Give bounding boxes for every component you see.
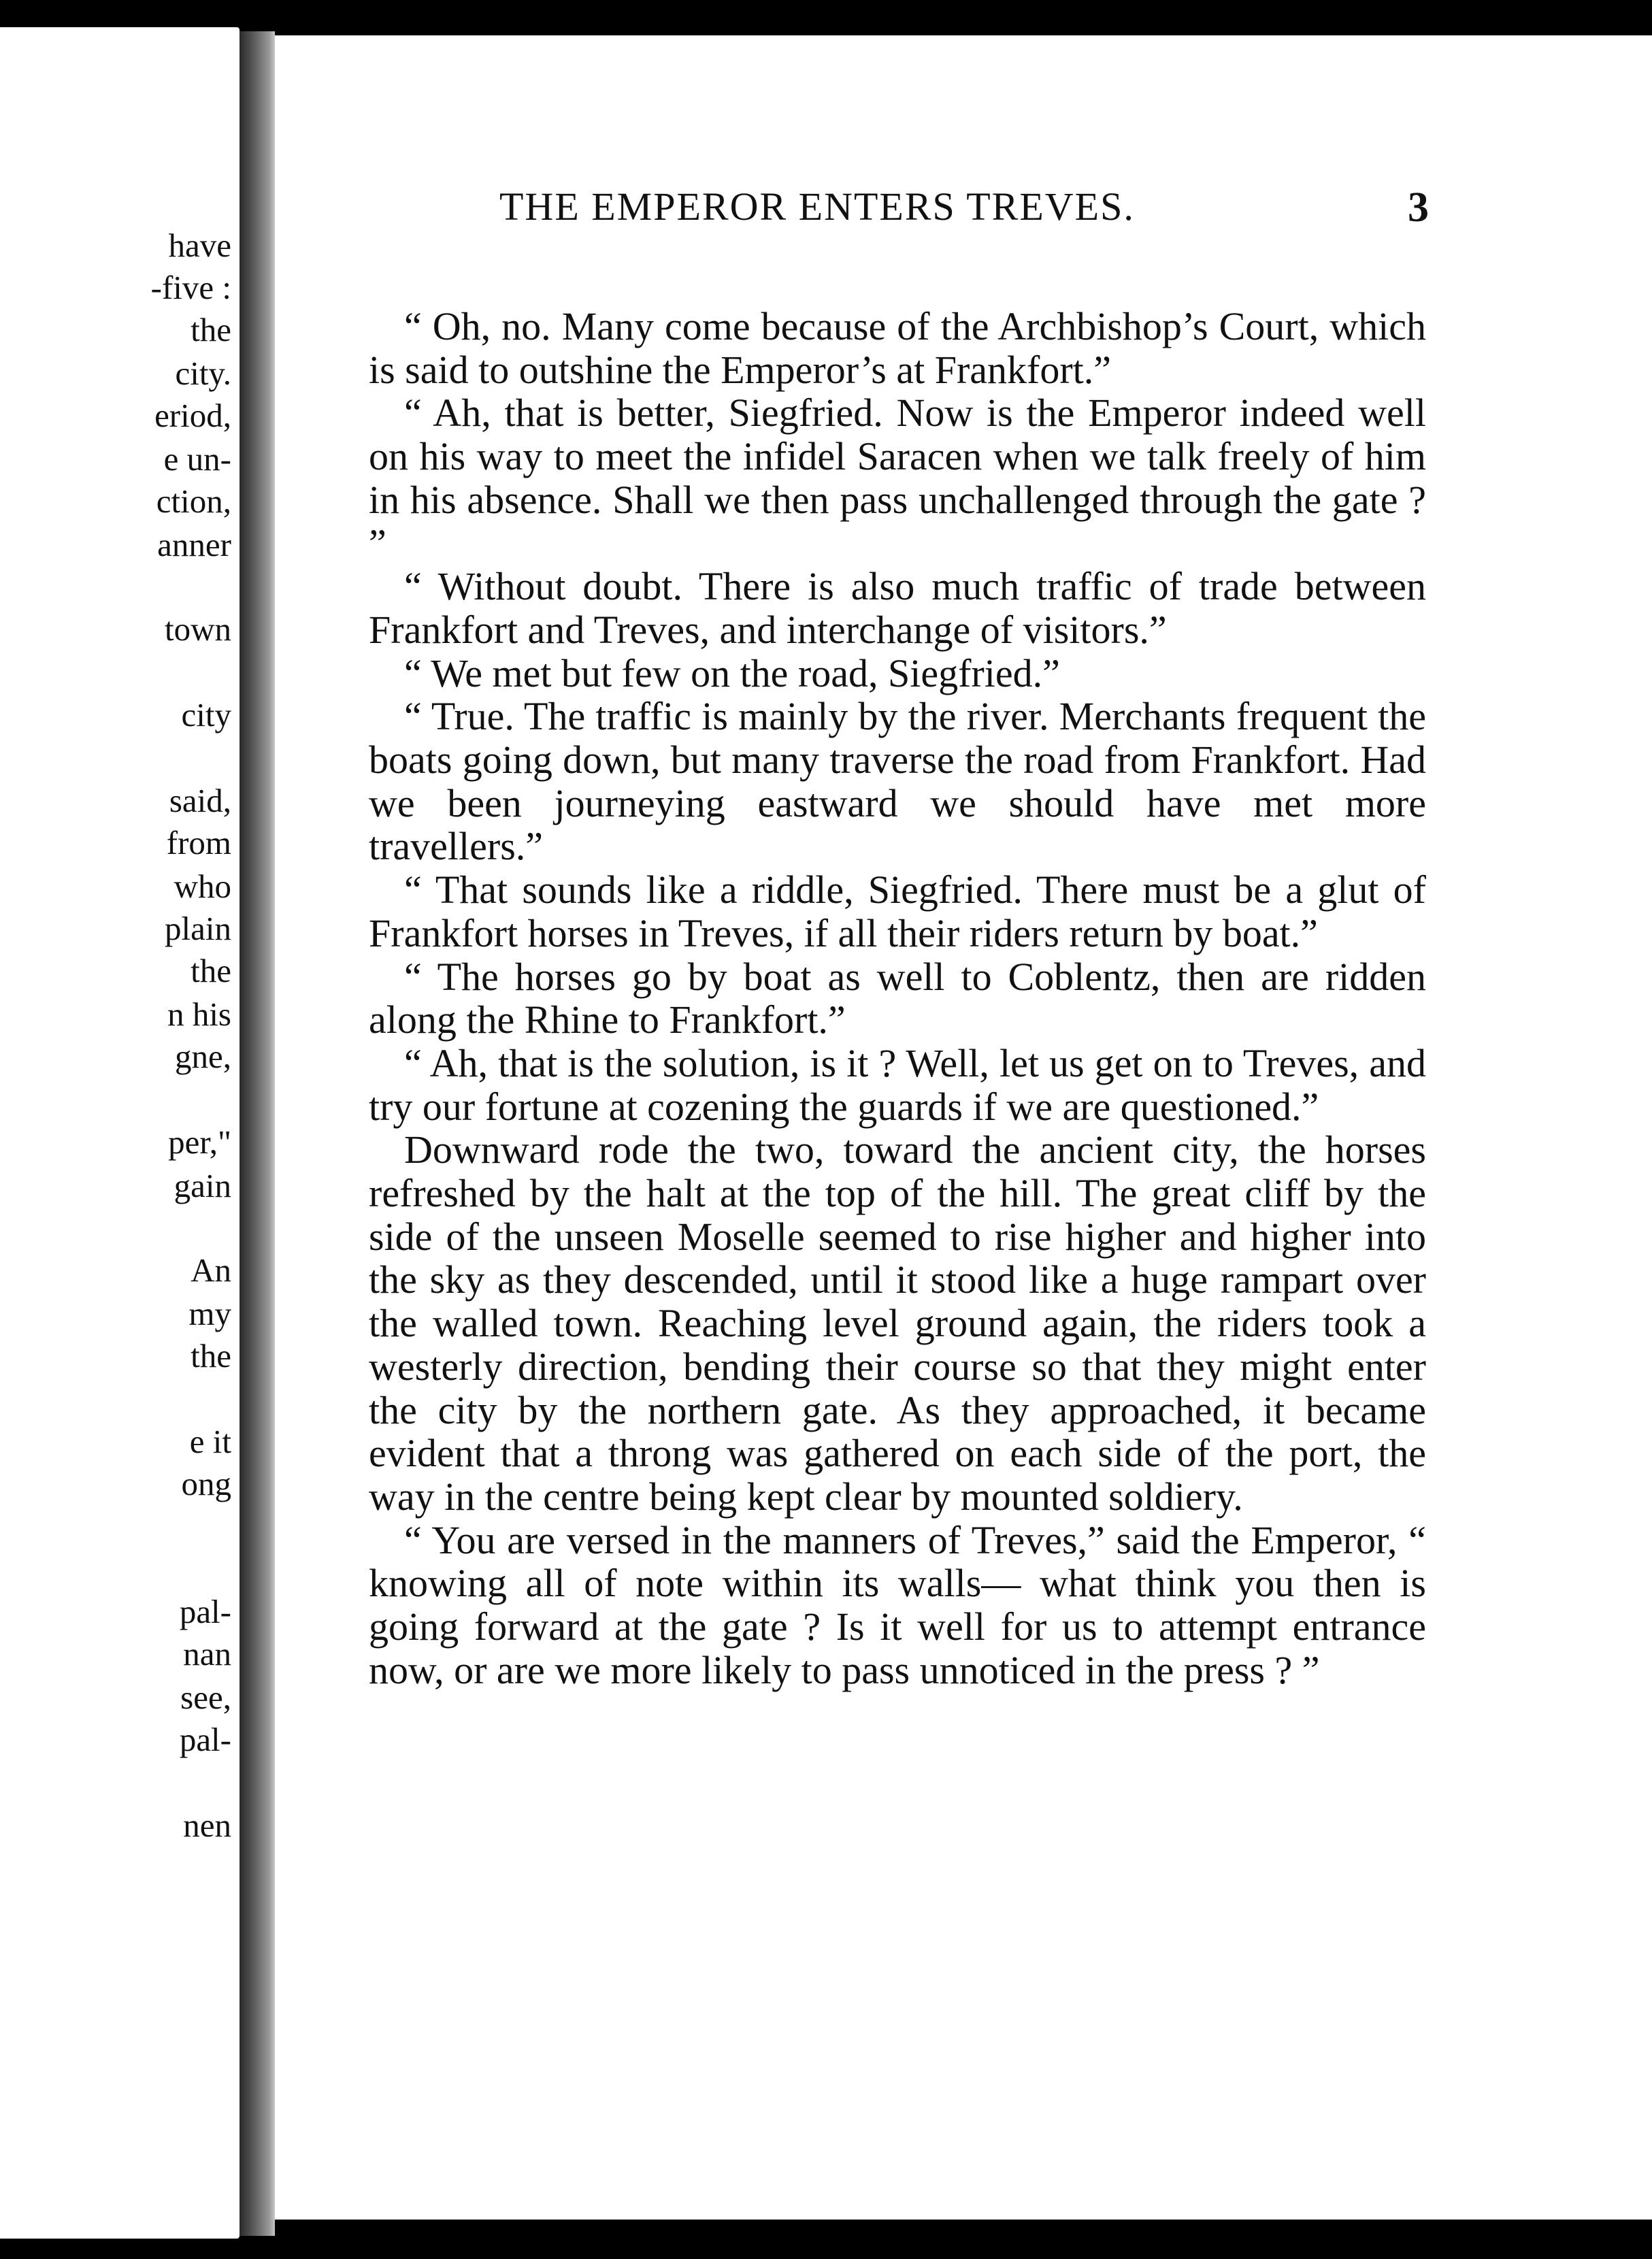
left-page-line-fragment: n his	[167, 995, 231, 1033]
book-gutter	[239, 31, 275, 2236]
left-page-line-fragment: nan	[183, 1635, 231, 1672]
left-page	[0, 27, 239, 2239]
left-page-line-fragment: the	[191, 1337, 231, 1374]
left-page-line-fragment: said,	[169, 782, 231, 819]
paragraph: Downward rode the two, toward the ancient city, the horses refreshed by the halt at the top of the hill. The great cliff by the side of the unseen Moselle seemed to rise higher and higher into the sky as they descended, until it stood like a huge rampart over the walled town. Reaching level ground again, the riders took a westerly direction, bending their course so that they might enter the city by the northern gate. As they approached, it became evident that a throng was gathered on each side of the port, the way in the centre being kept clear by mounted soldiery.	[369, 1127, 1426, 1519]
paragraph: “ Oh, no. Many come because of the Archbishop’s Court, which is said to outshine the Emperor’s at Frankfort.”	[369, 304, 1426, 392]
left-page-line-fragment: eriod,	[154, 397, 231, 434]
paragraph: “ Ah, that is better, Siegfried. Now is the Emperor indeed well on his way to meet the infidel Saracen when we talk freely of him in his absence. Shall we then pass unchallenged through the gate ? ”	[369, 391, 1426, 565]
left-page-line-fragment: -five :	[150, 269, 231, 306]
left-page-line-fragment: from	[166, 824, 231, 861]
left-page-line-fragment: anner	[157, 526, 231, 563]
left-page-line-fragment: the	[191, 311, 231, 348]
paragraph: “ Without doubt. There is also much traffic of trade between Frankfort and Treves, and interchange of visitors.”	[369, 564, 1426, 652]
page-number: 3	[1408, 184, 1429, 231]
left-page-line-fragment: who	[174, 868, 231, 905]
left-page-line-fragment: gne,	[175, 1038, 231, 1075]
left-page-line-fragment: the	[191, 952, 231, 989]
left-page-line-fragment: nen	[183, 1807, 231, 1844]
left-page-line-fragment: have	[168, 227, 231, 264]
paragraph: “ The horses go by boat as well to Coblentz, then are ridden along the Rhine to Frankfort.”	[369, 954, 1426, 1042]
left-page-line-fragment: e it	[189, 1423, 231, 1460]
paragraph: “ True. The traffic is mainly by the river. Merchants frequent the boats going down, but many traverse the road from Frankfort. Had we been journeying eastward we should have met more travellers.”	[369, 694, 1426, 869]
left-page-line-fragment: gain	[174, 1167, 231, 1204]
left-page-line-fragment: e un-	[163, 440, 231, 478]
left-page-line-fragment: pal-	[179, 1593, 231, 1630]
left-page-line-fragment: see,	[180, 1679, 231, 1716]
left-page-line-fragment: plain	[165, 910, 231, 947]
left-page-line-fragment: per,"	[168, 1123, 231, 1161]
left-page-line-fragment: ction,	[156, 482, 231, 520]
paragraph: “ We met but few on the road, Siegfried.”	[404, 650, 1060, 695]
left-page-line-fragment: town	[165, 610, 231, 648]
paragraph: “ You are versed in the manners of Treves,” said the Emperor, “ knowing all of note within its walls— what think you then is going forward at the gate ? Is it well for us to attempt entrance now, or are we more likely to pass unnoticed in the press ? ”	[369, 1517, 1426, 1692]
paragraph: “ Ah, that is the solution, is it ? Well, let us get on to Treves, and try our fortune at cozening the guards if we are questioned.”	[369, 1040, 1426, 1129]
left-page-line-fragment: ong	[181, 1465, 231, 1502]
paragraph: “ That sounds like a riddle, Siegfried. There must be a glut of Frankfort horses in Treves, if all their riders return by boat.”	[369, 868, 1426, 955]
left-page-line-fragment: city.	[175, 354, 231, 392]
left-page-line-fragment: city	[181, 696, 231, 733]
right-page	[275, 35, 1652, 2220]
body-text	[369, 305, 1426, 1692]
running-head: THE EMPEROR ENTERS TREVES.	[499, 184, 1135, 229]
left-page-line-fragment: An	[191, 1251, 231, 1289]
left-page-line-fragment: pal-	[179, 1721, 231, 1758]
left-page-line-fragment: my	[188, 1295, 231, 1332]
